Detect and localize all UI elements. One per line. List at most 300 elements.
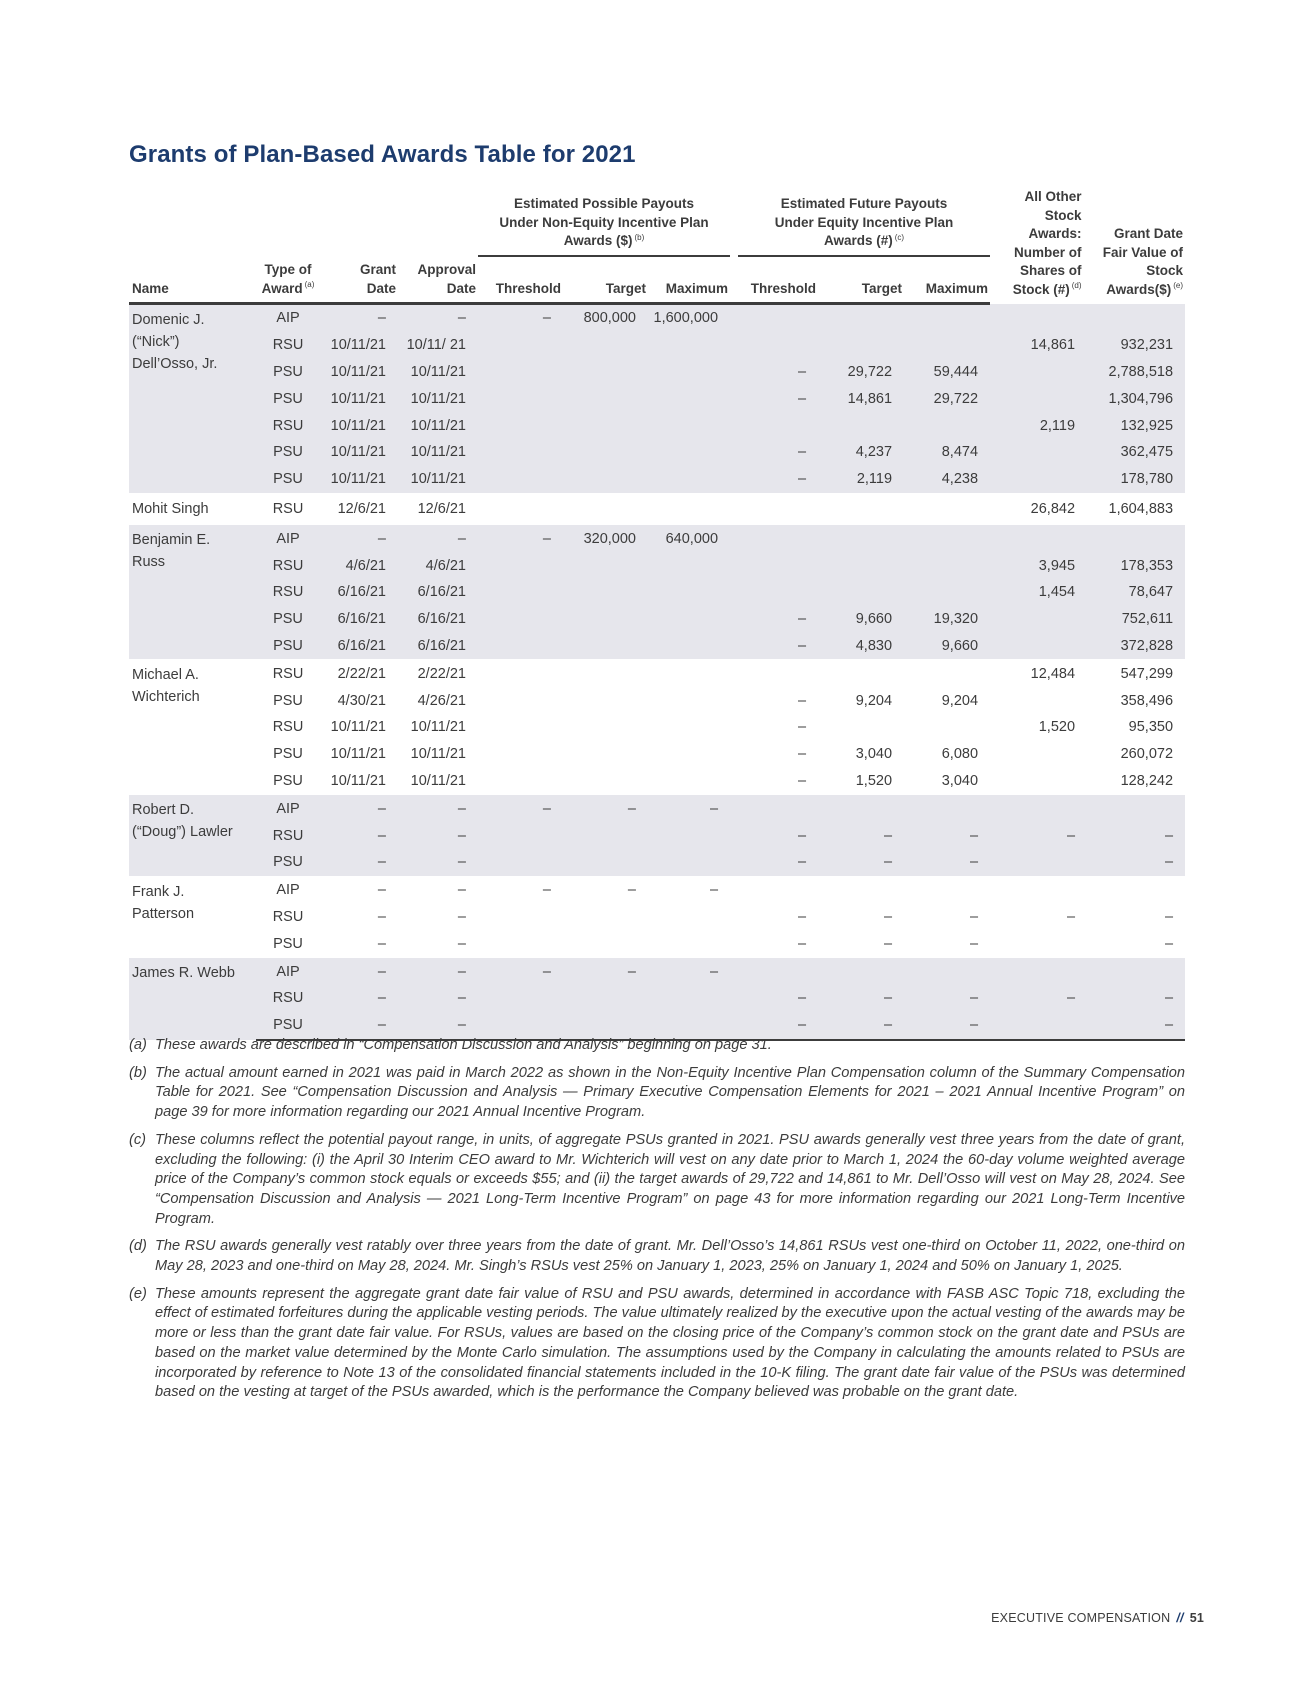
grant-fair-value-cell: – — [1164, 908, 1174, 925]
all-other-stock-cell — [990, 466, 1087, 493]
grant-date-header: Grant Date — [320, 256, 398, 304]
grant-date-cell: 10/11/21 — [330, 772, 386, 789]
nonequity-threshold-cell: – — [478, 525, 563, 552]
equity-maximum-cell: 19,320 — [904, 606, 990, 633]
award-type-cell: RSU — [256, 579, 320, 606]
equity-target-cell — [818, 304, 904, 332]
footnote — [129, 1237, 1185, 1276]
nonequity-target-cell — [563, 439, 648, 466]
equity-maximum-header: Maximum — [904, 256, 990, 304]
executive-name: Benjamin E. Russ — [129, 525, 256, 660]
award-type-cell: RSU — [256, 822, 320, 849]
nonequity-target-cell — [563, 687, 648, 714]
approval-date-cell: 10/11/21 — [410, 746, 466, 763]
equity-maximum-cell — [904, 332, 990, 359]
grant-fair-value-cell — [1087, 304, 1185, 332]
equity-target-cell — [818, 332, 904, 359]
grant-fair-value-cell: 1,604,883 — [1087, 493, 1185, 525]
nonequity-target-cell — [563, 822, 648, 849]
award-type-cell: PSU — [256, 359, 320, 386]
nonequity-target-cell — [563, 660, 648, 687]
equity-threshold-cell: – — [738, 439, 818, 466]
grant-fair-value-cell: 178,353 — [1087, 552, 1185, 579]
award-type-cell: RSU — [256, 660, 320, 687]
grant-date-cell: 6/16/21 — [320, 579, 398, 606]
equity-threshold-cell — [738, 412, 818, 439]
nonequity-target-cell — [563, 579, 648, 606]
grant-date-cell: 10/11/21 — [320, 412, 398, 439]
grant-date-cell: 4/6/21 — [320, 552, 398, 579]
grant-fair-value-cell: 132,925 — [1087, 412, 1185, 439]
grant-fair-value-cell — [1087, 795, 1185, 822]
award-type-cell: PSU — [256, 1012, 320, 1040]
grant-fair-value-cell: 547,299 — [1087, 660, 1185, 687]
approval-date-cell: 4/26/21 — [417, 692, 466, 709]
equity-maximum-cell — [904, 876, 990, 903]
equity-maximum-cell: – — [904, 849, 990, 876]
grant-fair-value-cell: 178,780 — [1087, 466, 1185, 493]
approval-date-cell: 10/11/21 — [398, 385, 478, 412]
all-other-stock-cell — [990, 849, 1087, 876]
equity-target-cell: 1,520 — [855, 772, 893, 789]
table-row — [129, 466, 1185, 493]
equity-maximum-cell: 8,474 — [904, 439, 990, 466]
equity-maximum-cell — [904, 552, 990, 579]
grant-fair-value-cell: 128,242 — [1120, 772, 1174, 789]
approval-date-cell: 6/16/21 — [398, 579, 478, 606]
equity-maximum-cell — [904, 958, 990, 985]
all-other-stock-cell — [990, 525, 1087, 552]
table-row — [129, 795, 1185, 822]
approval-date-cell: 6/16/21 — [398, 606, 478, 633]
grant-fair-value-cell: 932,231 — [1087, 332, 1185, 359]
equity-target-cell: – — [818, 822, 904, 849]
equity-maximum-cell — [904, 714, 990, 741]
grant-fair-value-cell: 2,788,518 — [1087, 359, 1185, 386]
grant-date-cell: 6/16/21 — [320, 633, 398, 660]
nonequity-target-cell: – — [563, 795, 648, 822]
nonequity-threshold-cell — [478, 579, 563, 606]
nonequity-threshold-cell — [478, 714, 563, 741]
table-row — [129, 633, 1185, 660]
equity-maximum-cell: – — [969, 908, 979, 925]
footnote — [129, 1036, 1185, 1056]
equity-target-cell — [818, 525, 904, 552]
award-type-cell: PSU — [256, 385, 320, 412]
award-type-cell: AIP — [256, 525, 320, 552]
award-type-cell: PSU — [256, 439, 320, 466]
page-number: 51 — [1189, 1611, 1204, 1625]
grant-date-cell: – — [377, 908, 386, 925]
grant-date-cell: 10/11/21 — [320, 439, 398, 466]
page-title: Grants of Plan-Based Awards Table for 2021 — [129, 141, 636, 168]
all-other-stock-cell — [990, 633, 1087, 660]
nonequity-maximum-cell — [648, 466, 730, 493]
footnote — [129, 1131, 1185, 1230]
approval-date-cell: – — [457, 935, 466, 952]
equity-threshold-cell: – — [738, 385, 818, 412]
grant-fair-value-cell: 95,350 — [1128, 719, 1174, 736]
award-type-cell: RSU — [272, 719, 304, 736]
nonequity-target-cell — [563, 904, 648, 931]
nonequity-threshold-cell — [478, 412, 563, 439]
table-row — [129, 849, 1185, 876]
all-other-stock-cell — [990, 606, 1087, 633]
footnote-label: (b) — [129, 1064, 147, 1081]
nonequity-target-cell: – — [563, 876, 648, 903]
approval-date-cell: – — [398, 304, 478, 332]
grant-fair-value-cell: 260,072 — [1120, 746, 1174, 763]
grant-date-cell: 6/16/21 — [320, 606, 398, 633]
equity-threshold-cell: – — [738, 606, 818, 633]
nonequity-maximum-cell — [648, 359, 730, 386]
nonequity-target-cell — [563, 332, 648, 359]
award-type-cell: RSU — [256, 412, 320, 439]
executive-name: Michael A. Wichterich — [129, 660, 256, 795]
footer-section: EXECUTIVE COMPENSATION — [991, 1611, 1171, 1625]
footnote — [129, 1064, 1185, 1123]
equity-target-cell: – — [883, 908, 893, 925]
nonequity-threshold-cell: – — [478, 795, 563, 822]
equity-threshold-cell: – — [797, 908, 807, 925]
nonequity-maximum-cell — [648, 439, 730, 466]
nonequity-maximum-cell — [648, 687, 730, 714]
approval-date-cell: – — [457, 908, 466, 925]
equity-threshold-cell — [738, 552, 818, 579]
nonequity-target-cell — [563, 359, 648, 386]
all-other-stock-cell: – — [990, 822, 1087, 849]
grant-date-cell: 4/30/21 — [337, 692, 386, 709]
table-row — [129, 579, 1185, 606]
nonequity-target-cell — [563, 552, 648, 579]
approval-date-cell: 10/11/ 21 — [398, 332, 478, 359]
nonequity-threshold-cell — [478, 930, 563, 957]
grant-date-cell: – — [320, 822, 398, 849]
nonequity-target-cell — [563, 714, 648, 741]
nonequity-maximum-cell: – — [648, 958, 730, 985]
grant-fair-value-cell — [1087, 876, 1185, 903]
equity-threshold-cell — [738, 304, 818, 332]
footnote-text: The RSU awards generally vest ratably over three years from the date of grant. Mr. Dell’Osso’s 14,861 RSUs vest one-third on October 11, 2022, one-third on May 28, 2023 and one-third on May 28, 2024. Mr. Singh’s RSUs vest 25% on January 1, 2023, 25% on January 1, 2024 and 50% on January 1, 2025. — [155, 1238, 1185, 1275]
table-row — [129, 606, 1185, 633]
grant-fair-value-cell: 1,304,796 — [1087, 385, 1185, 412]
approval-date-cell: 4/6/21 — [398, 552, 478, 579]
table-row — [129, 768, 1185, 795]
equity-threshold-cell: – — [738, 822, 818, 849]
table-row — [129, 439, 1185, 466]
all-other-stock-cell: 26,842 — [990, 493, 1087, 525]
nonequity-target-cell — [563, 849, 648, 876]
grant-fair-value-cell: 78,647 — [1087, 579, 1185, 606]
grant-date-cell: 10/11/21 — [320, 385, 398, 412]
all-other-stock-cell: 1,454 — [990, 579, 1087, 606]
equity-target-cell: 4,830 — [818, 633, 904, 660]
approval-date-cell: – — [398, 985, 478, 1012]
all-other-stock-cell — [990, 741, 1087, 768]
equity-maximum-cell: – — [904, 1012, 990, 1040]
award-type-cell: PSU — [256, 849, 320, 876]
grant-fair-value-cell: – — [1164, 935, 1174, 952]
equity-target-cell: 9,660 — [818, 606, 904, 633]
approval-date-cell: 6/16/21 — [398, 633, 478, 660]
nonequity-maximum-cell — [648, 985, 730, 1012]
grant-date-cell: 10/11/21 — [320, 466, 398, 493]
footnote-text: These amounts represent the aggregate grant date fair value of RSU and PSU awards, determined in accordance with FASB ASC Topic 718, excluding the effect of estimated forfeitures during the applicable vesting periods. The value ultimately realized by the executive upon the actual vesting of the awards may be more or less than the grant date fair value. For RSUs, values are based on the closing price of the Company’s common stock on the grant date and PSUs are based on the market value determined by the Monte Carlo simulation. The assumptions used by the Company in calculating the amounts related to PSUs are incorporated by reference to Note 13 of the consolidated financial statements included in the 10-K filing. The grant date fair value of the PSUs was determined based on the vesting at target of the PSUs awarded, which is the performance the Company believed was probable on the grant date. — [155, 1285, 1185, 1401]
equity-group-header: Estimated Future Payouts Under Equity Incentive Plan Awards (#) $^{(c)}$ — [738, 188, 990, 256]
awards-table-body — [129, 304, 1185, 1040]
equity-threshold-cell — [738, 660, 818, 687]
grant-date-cell: 10/11/21 — [330, 719, 386, 736]
equity-target-cell: 3,040 — [855, 746, 893, 763]
nonequity-maximum-cell — [648, 385, 730, 412]
grant-date-cell: – — [320, 849, 398, 876]
nonequity-target-cell — [563, 930, 648, 957]
equity-threshold-cell — [738, 332, 818, 359]
award-type-cell: RSU — [256, 985, 320, 1012]
footer-separator: // — [1176, 1611, 1184, 1625]
award-type-cell: AIP — [256, 304, 320, 332]
nonequity-threshold-cell — [478, 985, 563, 1012]
approval-date-cell: 10/11/21 — [410, 719, 466, 736]
grant-fair-value-cell: – — [1087, 822, 1185, 849]
nonequity-maximum-cell — [648, 493, 730, 525]
nonequity-target-cell — [563, 466, 648, 493]
grant-fair-value-cell: – — [1087, 849, 1185, 876]
grant-fair-value-cell: – — [1087, 985, 1185, 1012]
equity-threshold-cell: – — [797, 935, 807, 952]
all-other-stock-cell: 12,484 — [990, 660, 1087, 687]
all-other-stock-cell: 14,861 — [990, 332, 1087, 359]
nonequity-maximum-cell — [648, 930, 730, 957]
nonequity-maximum-cell — [648, 633, 730, 660]
equity-target-cell — [818, 579, 904, 606]
grant-fair-value-cell — [1087, 525, 1185, 552]
equity-target-cell: – — [818, 985, 904, 1012]
nonequity-maximum-cell — [648, 768, 730, 795]
grant-date-cell: 10/11/21 — [320, 332, 398, 359]
awards-table — [129, 188, 1185, 1041]
all-other-stock-cell: – — [990, 985, 1087, 1012]
approval-date-cell: – — [398, 1012, 478, 1040]
all-other-stock-cell — [990, 687, 1087, 714]
approval-date-cell: 10/11/21 — [398, 412, 478, 439]
award-type-cell: RSU — [256, 493, 320, 525]
nonequity-maximum-header: Maximum — [648, 256, 730, 304]
award-type-cell: AIP — [256, 958, 320, 985]
equity-threshold-cell: – — [738, 1012, 818, 1040]
footnote-label: (c) — [129, 1131, 147, 1148]
nonequity-threshold-cell: – — [478, 958, 563, 985]
award-type-cell: PSU — [256, 633, 320, 660]
award-type-cell: PSU — [273, 692, 303, 709]
table-row — [129, 660, 1185, 687]
footnote-label: (e) — [129, 1285, 147, 1302]
equity-threshold-cell: – — [738, 359, 818, 386]
grant-fair-value-cell: 362,475 — [1087, 439, 1185, 466]
all-other-stock-cell: 2,119 — [990, 412, 1087, 439]
nonequity-threshold-cell — [478, 822, 563, 849]
nonequity-threshold-cell — [478, 552, 563, 579]
nonequity-maximum-cell — [648, 412, 730, 439]
approval-date-cell: 2/22/21 — [398, 660, 478, 687]
header-row-groups — [129, 188, 1185, 256]
grant-date-cell: 2/22/21 — [320, 660, 398, 687]
footnote — [129, 1285, 1185, 1403]
equity-threshold-cell: – — [797, 772, 807, 789]
nonequity-maximum-cell — [648, 332, 730, 359]
all-other-stock-cell — [990, 876, 1087, 903]
nonequity-maximum-cell — [648, 822, 730, 849]
award-type-cell: PSU — [273, 772, 303, 789]
grant-date-cell: – — [320, 795, 398, 822]
all-other-stock-cell: 1,520 — [1038, 719, 1076, 736]
table-row — [129, 493, 1185, 525]
equity-target-cell: – — [883, 935, 893, 952]
equity-maximum-cell — [904, 412, 990, 439]
nonequity-maximum-cell: – — [648, 795, 730, 822]
nonequity-maximum-cell — [648, 579, 730, 606]
nonequity-threshold-cell — [478, 768, 563, 795]
equity-target-cell — [818, 660, 904, 687]
all-other-stock-header: All Other Stock Awards: Number of Shares of Stock (#) $^{(d)}$ — [1012, 189, 1082, 297]
equity-threshold-cell: – — [797, 719, 807, 736]
equity-target-cell: – — [818, 1012, 904, 1040]
nonequity-threshold-cell — [478, 741, 563, 768]
nonequity-threshold-cell — [478, 466, 563, 493]
award-type-cell: RSU — [256, 552, 320, 579]
nonequity-maximum-cell — [648, 904, 730, 931]
nonequity-target-header: Target — [563, 256, 648, 304]
all-other-stock-cell — [990, 304, 1087, 332]
nonequity-maximum-cell: 1,600,000 — [648, 304, 730, 332]
equity-target-cell — [818, 412, 904, 439]
equity-threshold-cell: – — [738, 985, 818, 1012]
equity-threshold-cell: – — [797, 692, 807, 709]
equity-maximum-cell — [904, 579, 990, 606]
nonequity-maximum-cell — [648, 552, 730, 579]
nonequity-maximum-cell — [648, 714, 730, 741]
award-type-cell: RSU — [256, 332, 320, 359]
award-type-cell: PSU — [256, 606, 320, 633]
approval-date-cell: – — [398, 795, 478, 822]
nonequity-target-cell — [563, 493, 648, 525]
equity-threshold-cell: – — [738, 849, 818, 876]
equity-maximum-cell — [904, 795, 990, 822]
approval-date-cell: – — [398, 822, 478, 849]
footnote-label: (d) — [129, 1238, 147, 1255]
table-row — [129, 687, 1185, 714]
all-other-stock-cell: 3,945 — [990, 552, 1087, 579]
equity-threshold-cell — [738, 795, 818, 822]
equity-threshold-cell: – — [738, 633, 818, 660]
table-row — [129, 741, 1185, 768]
nonequity-target-cell — [563, 385, 648, 412]
table-row — [129, 304, 1185, 332]
nonequity-threshold-cell — [478, 606, 563, 633]
nonequity-threshold-cell — [478, 687, 563, 714]
table-row — [129, 930, 1185, 957]
table-row — [129, 552, 1185, 579]
grant-date-cell: – — [320, 525, 398, 552]
executive-name: Robert D. (“Doug”) Lawler — [129, 795, 256, 876]
nonequity-threshold-cell — [478, 493, 563, 525]
nonequity-threshold-header: Threshold — [478, 256, 563, 304]
equity-target-cell — [818, 493, 904, 525]
nonequity-maximum-cell: – — [648, 876, 730, 903]
nonequity-target-cell — [563, 606, 648, 633]
nonequity-maximum-cell — [648, 741, 730, 768]
all-other-stock-cell — [990, 439, 1087, 466]
footnote-text: These awards are described in “Compensation Discussion and Analysis” beginning on page 31. — [155, 1037, 772, 1053]
approval-date-header: Approval Date — [398, 256, 478, 304]
equity-target-cell — [818, 876, 904, 903]
approval-date-cell: 10/11/21 — [398, 359, 478, 386]
grant-date-cell: 10/11/21 — [330, 746, 386, 763]
table-row — [129, 876, 1185, 903]
equity-target-cell — [818, 714, 904, 741]
all-other-stock-cell — [990, 359, 1087, 386]
equity-maximum-cell — [904, 525, 990, 552]
approval-date-cell: – — [398, 958, 478, 985]
table-row — [129, 714, 1185, 741]
approval-date-cell: 10/11/21 — [398, 439, 478, 466]
all-other-stock-cell — [990, 385, 1087, 412]
name-header: Name — [129, 256, 256, 304]
footnotes — [129, 1036, 1185, 1411]
executive-name: James R. Webb — [129, 958, 256, 1040]
equity-threshold-header: Threshold — [738, 256, 818, 304]
equity-target-cell — [818, 552, 904, 579]
grant-date-cell: – — [377, 935, 386, 952]
table-row — [129, 822, 1185, 849]
table-row — [129, 985, 1185, 1012]
grant-fair-value-cell — [1087, 958, 1185, 985]
nonequity-threshold-cell: – — [478, 304, 563, 332]
nonequity-target-cell: 320,000 — [563, 525, 648, 552]
grant-date-cell: – — [320, 1012, 398, 1040]
equity-target-cell: – — [818, 849, 904, 876]
grant-date-cell: – — [320, 958, 398, 985]
grant-date-cell: 10/11/21 — [320, 359, 398, 386]
equity-target-cell: 14,861 — [818, 385, 904, 412]
equity-threshold-cell — [738, 958, 818, 985]
equity-threshold-cell — [738, 493, 818, 525]
grant-fair-value-cell: 752,611 — [1087, 606, 1185, 633]
equity-target-cell — [818, 795, 904, 822]
nonequity-target-cell — [563, 412, 648, 439]
equity-maximum-cell: – — [904, 985, 990, 1012]
all-other-stock-cell: – — [1066, 908, 1076, 925]
all-other-stock-cell — [990, 930, 1087, 957]
grant-date-cell: 12/6/21 — [320, 493, 398, 525]
nonequity-threshold-cell — [478, 633, 563, 660]
nonequity-threshold-cell — [478, 385, 563, 412]
equity-target-cell: 29,722 — [818, 359, 904, 386]
equity-maximum-cell — [904, 493, 990, 525]
table-row — [129, 359, 1185, 386]
executive-name: Frank J. Patterson — [129, 876, 256, 957]
approval-date-cell: 12/6/21 — [398, 493, 478, 525]
equity-target-header: Target — [818, 256, 904, 304]
equity-maximum-cell: 29,722 — [904, 385, 990, 412]
all-other-stock-cell — [990, 768, 1087, 795]
nonequity-maximum-cell: 640,000 — [648, 525, 730, 552]
equity-threshold-cell — [738, 876, 818, 903]
approval-date-cell: – — [398, 876, 478, 903]
approval-date-cell: 10/11/21 — [398, 466, 478, 493]
equity-maximum-cell: 4,238 — [904, 466, 990, 493]
equity-target-cell — [818, 958, 904, 985]
